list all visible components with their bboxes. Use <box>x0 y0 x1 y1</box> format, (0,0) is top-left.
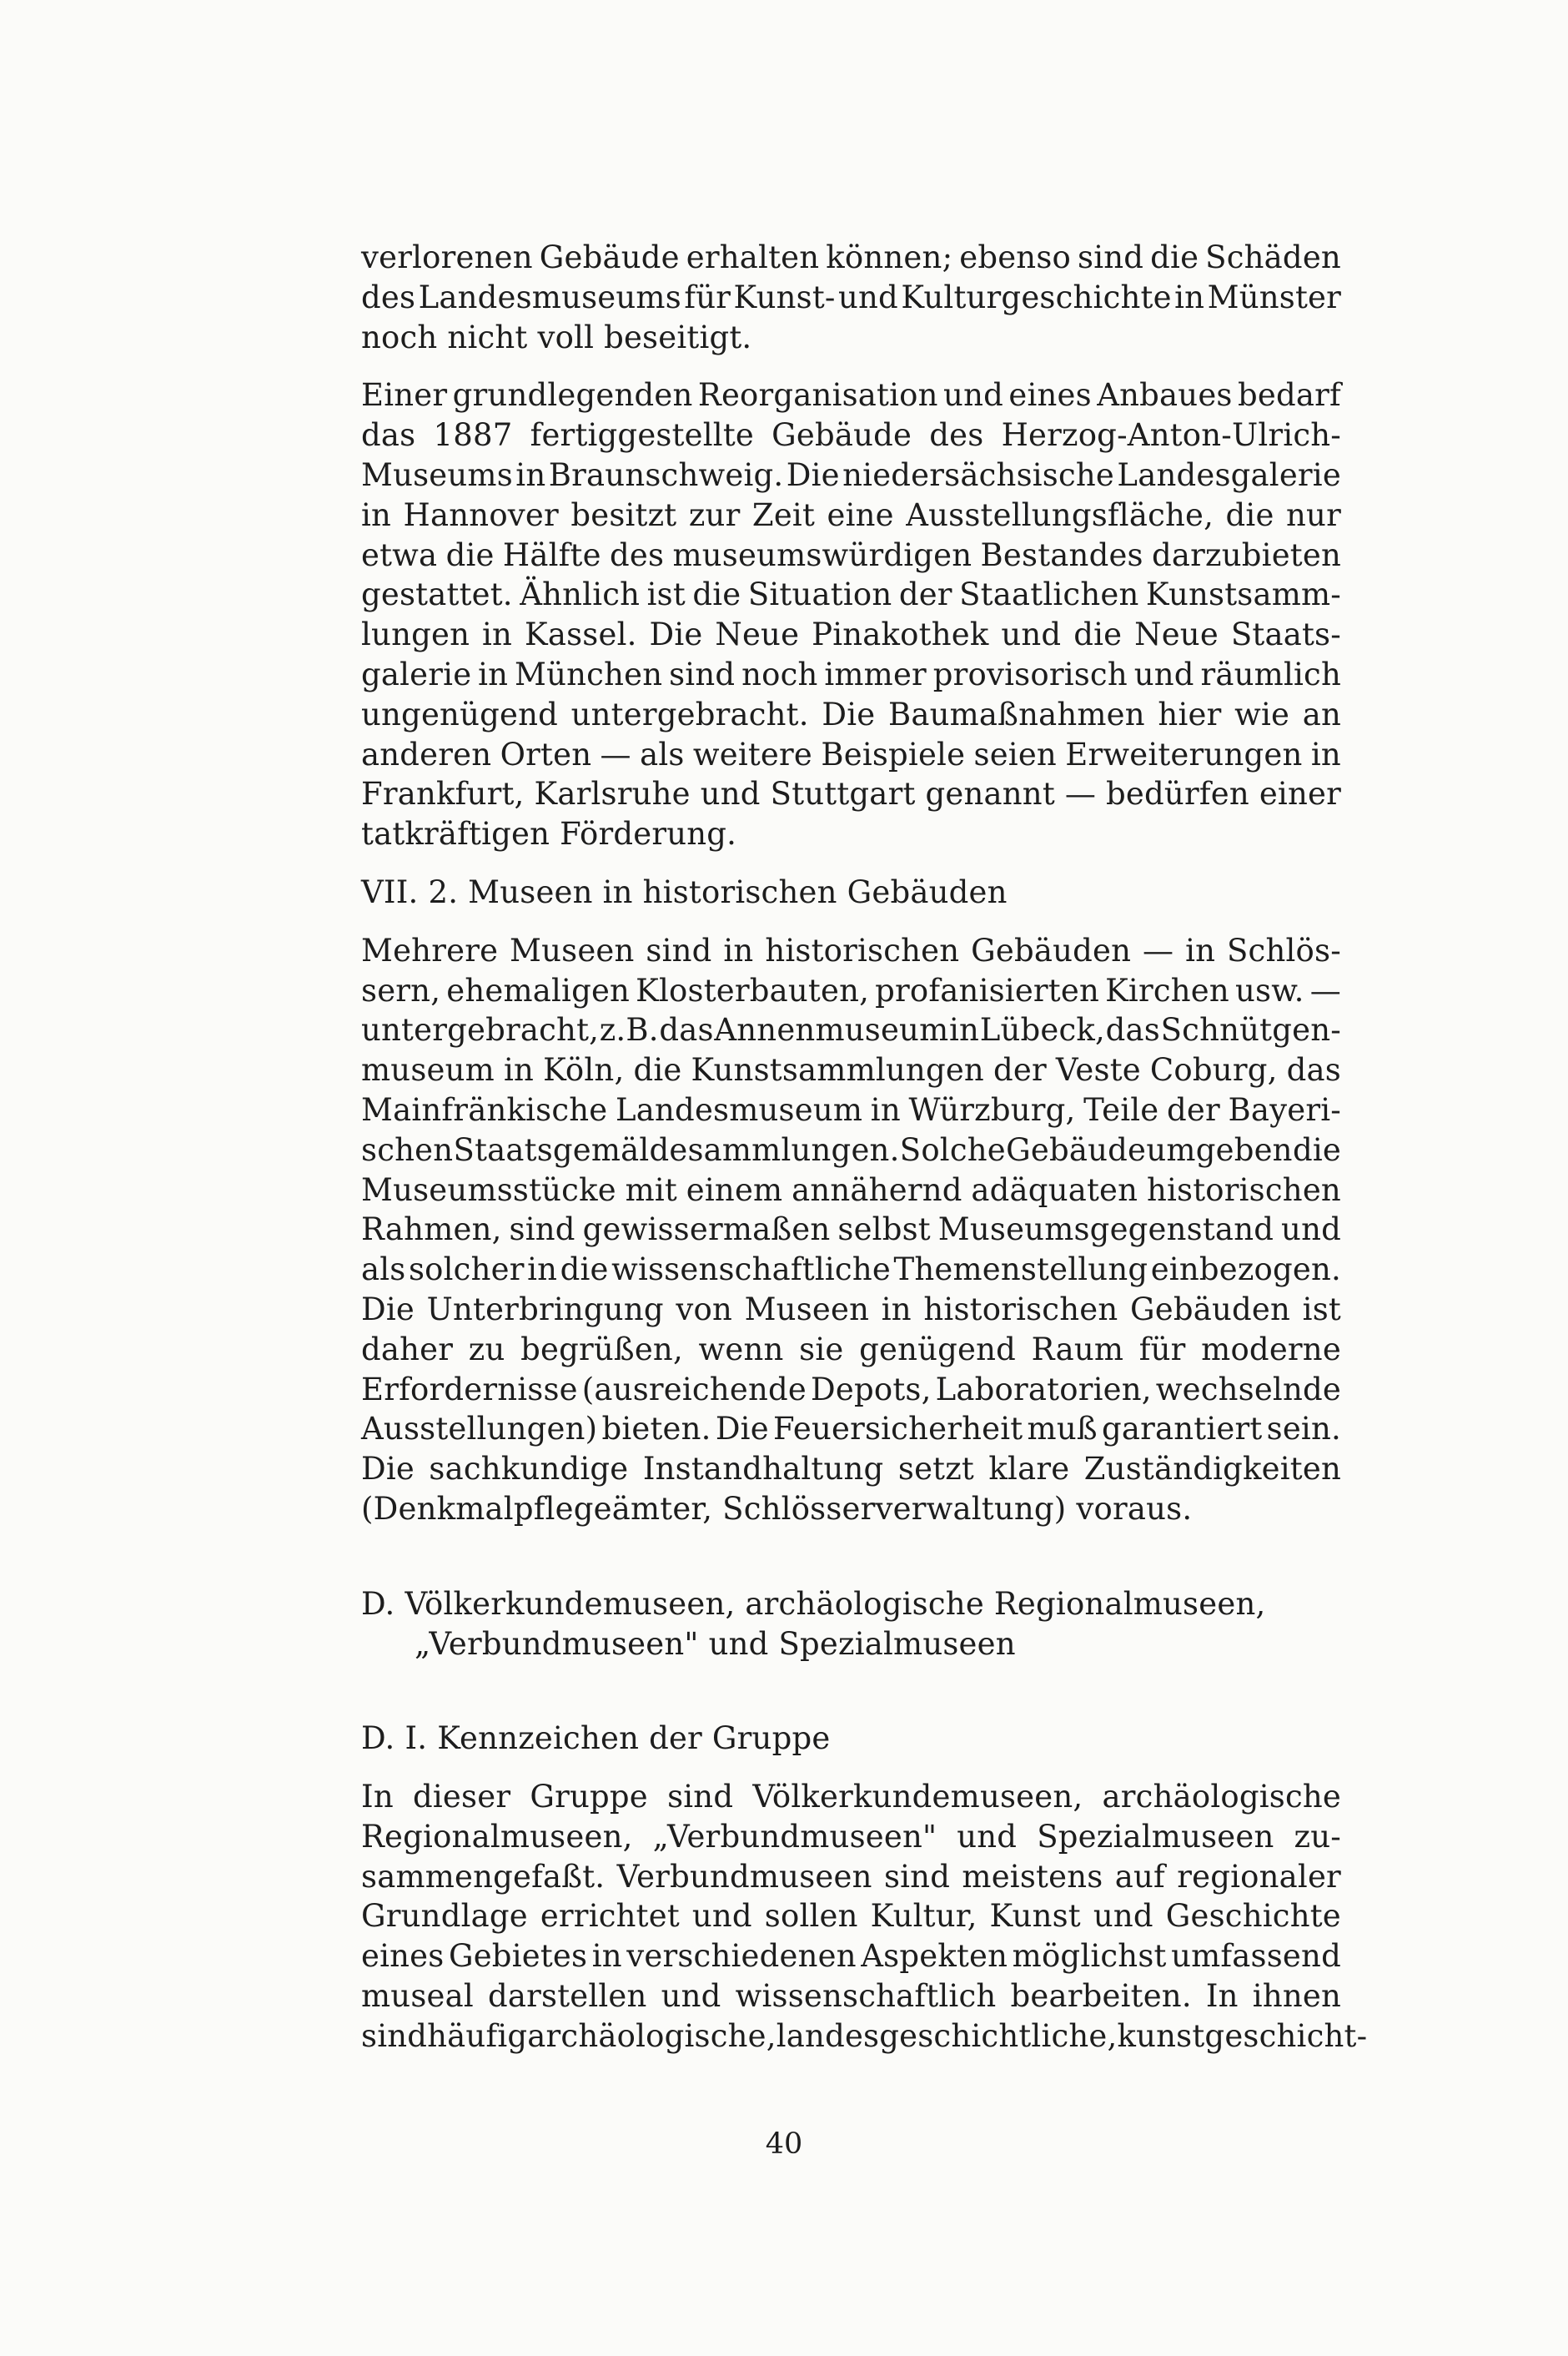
text-line: In dieser Gruppe sind Völkerkundemuseen, archäologische <box>361 1779 1341 1815</box>
paragraph <box>361 1777 1368 2056</box>
text-line: galerie in München sind noch immer provisorisch und räumlich <box>361 656 1341 692</box>
text-line: gestattet. Ähnlich ist die Situation der Staatlichen Kunstsamm- <box>361 576 1341 613</box>
text-line: Einer grundlegenden Reorganisation und eines Anbaues bedarf <box>361 377 1341 414</box>
paragraph-gap <box>361 357 1341 375</box>
text-line: eines Gebietes in verschiedenen Aspekten möglichst umfassend <box>361 1938 1341 1975</box>
text-line: Ausstellungen) bieten. Die Feuersicherheit muß garantiert sein. <box>361 1411 1341 1447</box>
page-number: 40 <box>765 2127 803 2161</box>
text-line: Erfordernisse (ausreichende Depots, Laboratorien, wechselnde <box>361 1371 1341 1407</box>
text-line: museal darstellen und wissenschaftlich bearbeiten. In ihnen <box>361 1978 1341 2015</box>
text-line: ungenügend untergebracht. Die Baumaßnahmen hier wie an <box>361 696 1341 732</box>
paragraph <box>361 375 1341 854</box>
text-line: Museums in Braunschweig. Die niedersächsische Landesgalerie <box>361 456 1341 493</box>
text-line: Museumsstücke mit einem annähernd adäquaten historischen <box>361 1171 1341 1208</box>
text-line: Regionalmuseen, „Verbundmuseen" und Spezialmuseen zu- <box>361 1818 1341 1855</box>
text-line: Die sachkundige Instandhaltung setzt klare Zuständigkeiten <box>361 1451 1341 1488</box>
text-line: schen Staatsgemäldesammlungen. Solche Gebäude umgeben die <box>361 1131 1341 1168</box>
paragraph-gap <box>361 1529 1341 1584</box>
text-line: D. Völkerkundemuseen, archäologische Regionalmuseen, <box>361 1585 1266 1622</box>
section-heading <box>361 1719 1341 1759</box>
paragraph <box>361 238 1341 357</box>
text-line: des Landesmuseums für Kunst- und Kulturgeschichte in Münster <box>361 279 1341 315</box>
chapter-heading <box>361 1584 1341 1664</box>
text-line: anderen Orten — als weitere Beispiele seien Erweiterungen in <box>361 736 1341 773</box>
text-line: in Hannover besitzt zur Zeit eine Ausstellungsfläche, die nur <box>361 496 1341 533</box>
text-line: (Denkmalpflegeämter, Schlösserverwaltung) voraus. <box>361 1490 1193 1527</box>
text-line: das 1887 fertiggestellte Gebäude des Herzog-Anton-Ulrich- <box>361 417 1341 454</box>
text-line: „Verbundmuseen" und Spezialmuseen <box>415 1625 1016 1662</box>
text-line: Frankfurt, Karlsruhe und Stuttgart genannt — bedürfen einer <box>361 776 1341 813</box>
paragraph-gap <box>361 1664 1341 1719</box>
paragraph-gap <box>361 1759 1341 1777</box>
paragraph-gap <box>361 913 1341 931</box>
text-line: verlorenen Gebäude erhalten können; ebenso sind die Schäden <box>361 239 1341 275</box>
text-line: VII. 2. Museen in historischen Gebäuden <box>361 873 1008 910</box>
text-line: sern, ehemaligen Klosterbauten, profanisierten Kirchen usw. — <box>361 972 1341 1009</box>
section-heading <box>361 873 1341 913</box>
paragraph-gap <box>361 854 1341 873</box>
text-line: D. I. Kennzeichen der Gruppe <box>361 1720 831 1757</box>
text-line: etwa die Hälfte des museumswürdigen Bestandes darzubieten <box>361 536 1341 573</box>
text-line: sind häufig archäologische, landesgeschichtliche, kunstgeschicht- <box>361 2017 1368 2054</box>
text-line: noch nicht voll beseitigt. <box>361 319 752 355</box>
text-line: Grundlage errichtet und sollen Kultur, Kunst und Geschichte <box>361 1898 1341 1935</box>
text-body <box>361 238 1368 2056</box>
text-line: tatkräftigen Förderung. <box>361 816 737 853</box>
text-line: lungen in Kassel. Die Neue Pinakothek und die Neue Staats- <box>361 617 1341 653</box>
text-line: Mehrere Museen sind in historischen Gebäuden — in Schlös- <box>361 932 1341 969</box>
text-line: museum in Köln, die Kunstsammlungen der Veste Coburg, das <box>361 1052 1341 1089</box>
text-line: Die Unterbringung von Museen in historischen Gebäuden ist <box>361 1291 1341 1327</box>
text-line: untergebracht, z.B. das Annenmuseum in Lübeck, das Schnütgen- <box>361 1012 1341 1049</box>
text-line: Mainfränkische Landesmuseum in Würzburg, Teile der Bayeri- <box>361 1091 1341 1128</box>
text-line: sammengefaßt. Verbundmuseen sind meistens auf regionaler <box>361 1858 1341 1895</box>
text-line: Rahmen, sind gewissermaßen selbst Museumsgegenstand und <box>361 1211 1341 1248</box>
paragraph <box>361 931 1341 1529</box>
text-line: daher zu begrüßen, wenn sie genügend Raum für moderne <box>361 1331 1341 1367</box>
text-line: als solcher in die wissenschaftliche Themenstellung einbezogen. <box>361 1251 1341 1288</box>
